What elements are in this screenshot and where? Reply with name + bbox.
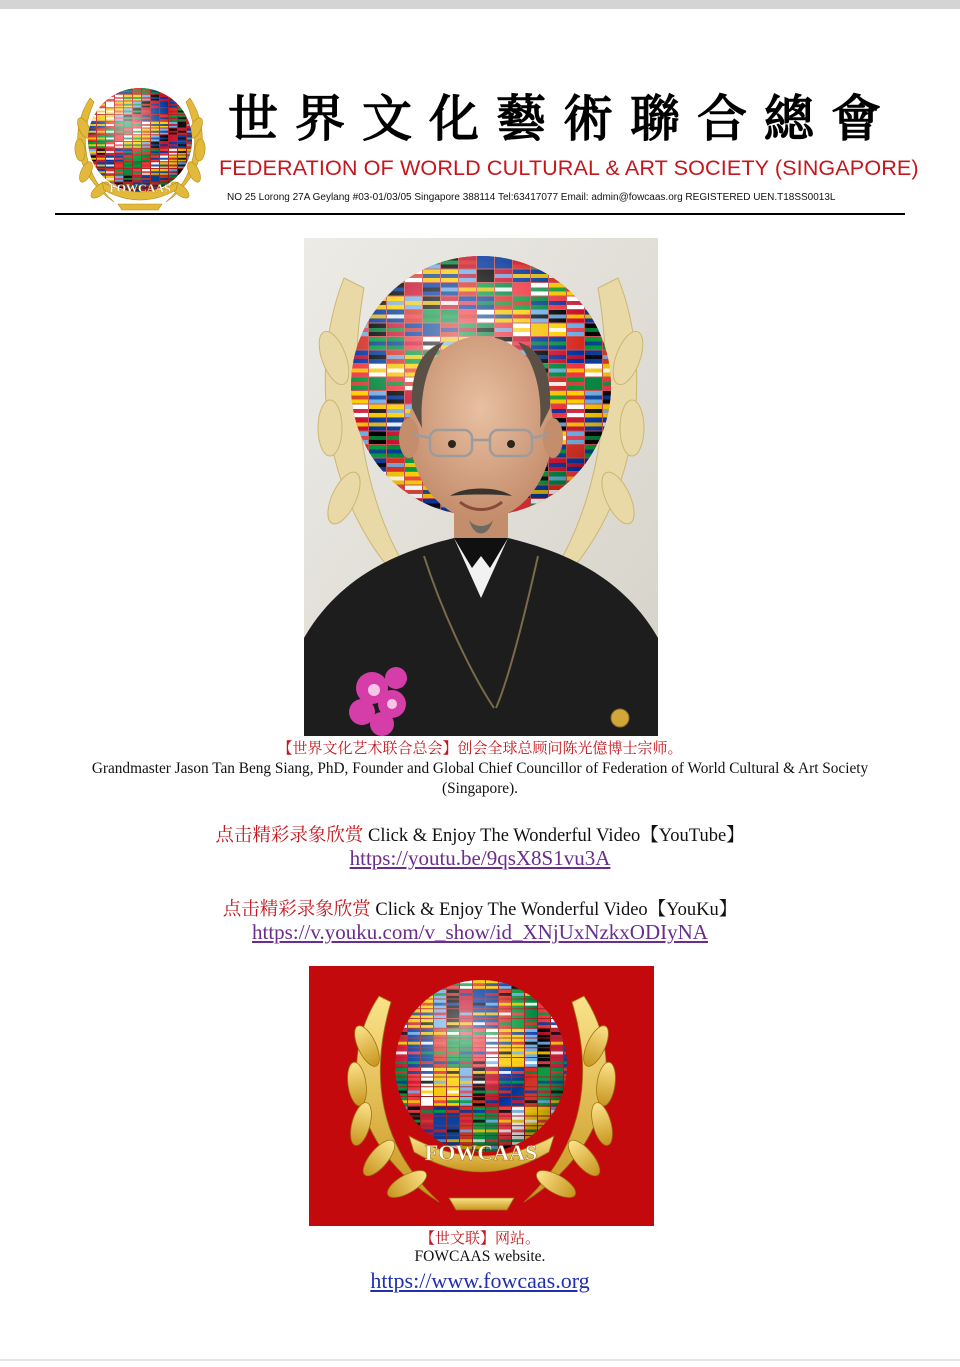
- youku-video-link[interactable]: https://v.youku.com/v_show/id_XNjUxNzkxODIyNA: [252, 920, 708, 944]
- youku-label-chinese: 点击精彩录象欣赏: [222, 900, 371, 920]
- header-divider: [55, 213, 905, 215]
- banner-ribbon-text: FOWCAAS: [424, 1140, 538, 1165]
- youtube-label-english: Click & Enjoy The Wonderful Video【YouTube】: [363, 826, 745, 846]
- fowcaas-logo: [62, 78, 218, 214]
- header-address: NO 25 Lorong 27A Geylang #03-01/03/05 Singapore 388114 Tel:63417077 Email: admin@fowcaas.org REGISTERED UEN.T18SS0013L: [227, 192, 836, 203]
- top-bar: [0, 0, 960, 9]
- page-bottom-edge: [0, 1359, 960, 1361]
- header-title-english: FEDERATION OF WORLD CULTURAL & ART SOCIETY (SINGAPORE): [219, 155, 919, 180]
- portrait-caption-english: Grandmaster Jason Tan Beng Siang, PhD, Founder and Global Chief Councillor of Federation of World Cultural & Art Society (Singapore).: [91, 760, 869, 797]
- youku-label-english: Click & Enjoy The Wonderful Video【YouKu】: [370, 900, 738, 920]
- fowcaas-banner-logo: [309, 966, 654, 1226]
- website-link[interactable]: https://www.fowcaas.org: [370, 1268, 590, 1293]
- youtube-label-chinese: 点击精彩录象欣赏: [215, 826, 364, 846]
- youtube-video-link[interactable]: https://youtu.be/9qsX8S1vu3A: [349, 846, 611, 870]
- youtube-video-label: [0, 821, 960, 847]
- website-label-chinese: 【世文联】网站。: [419, 1231, 540, 1247]
- header-title-chinese: 世界文化藝術聯合總會: [228, 89, 898, 148]
- portrait-photo: [304, 238, 658, 736]
- youku-video-label: [0, 895, 960, 921]
- portrait-caption-chinese: 【世界文化艺术联合总会】创会全球总顾问陈光億博士宗师。: [277, 741, 683, 757]
- logo-ribbon-text: FOWCAAS: [109, 181, 171, 195]
- website-label-english: FOWCAAS website.: [414, 1248, 546, 1265]
